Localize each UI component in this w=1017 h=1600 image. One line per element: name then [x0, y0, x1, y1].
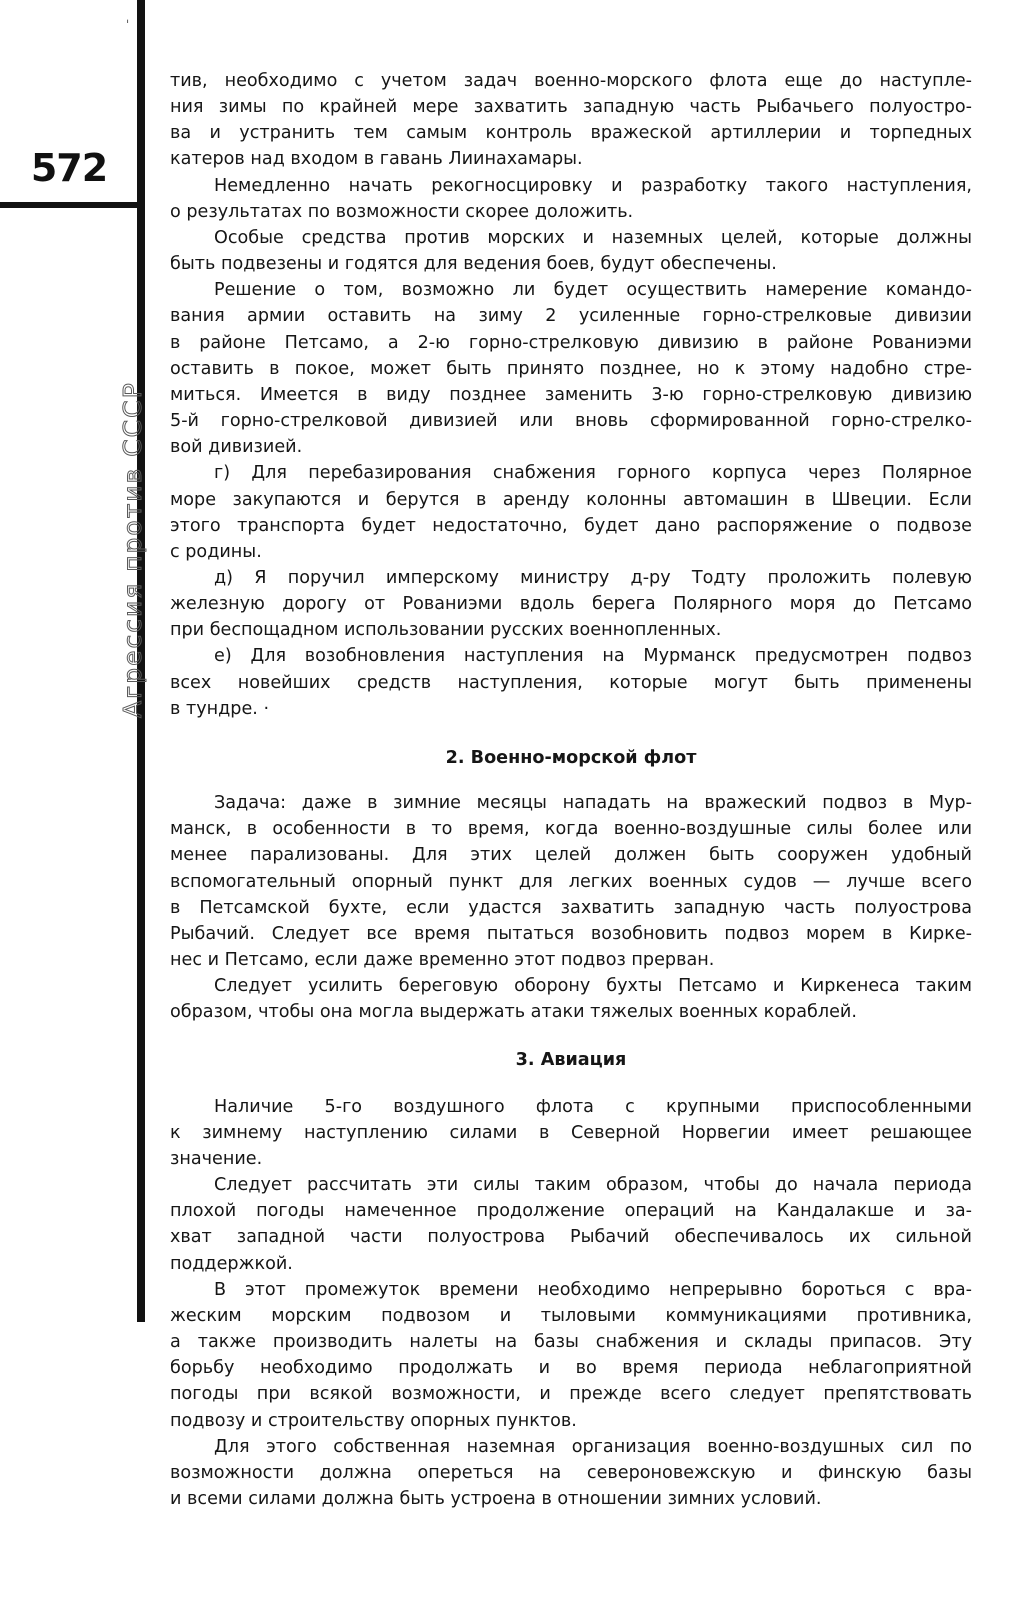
- text-line: поддержкой.: [170, 1253, 293, 1274]
- text-line: Следует усилить береговую оборону бухты Петсамо и Киркенеса таким: [214, 976, 972, 997]
- text-line: возможности должна опереться на североновежскую и финскую базы: [170, 1462, 972, 1483]
- text-line: Задача: даже в зимние месяцы нападать на вражеский подвоз в Мур-: [214, 793, 972, 814]
- text-line: подвозу и строительству опорных пунктов.: [170, 1410, 577, 1431]
- paragraph: [170, 1434, 972, 1512]
- paragraph: [170, 460, 972, 565]
- text-line: железную дорогу от Рованиэми вдоль берега Полярного моря до Петсамо: [170, 594, 972, 615]
- text-line: Наличие 5-го воздушного флота с крупными приспособленными: [214, 1096, 972, 1117]
- text-line: манск, в особенности в то время, когда военно-воздушные силы более или: [170, 819, 972, 840]
- text-line: ва и устранить тем самым контроль вражеской артиллерии и торпедных: [170, 123, 972, 144]
- text-line: всех новейших средств наступления, которые могут быть применены: [170, 672, 972, 693]
- text-line: о результатах по возможности скорее доложить.: [170, 201, 634, 222]
- paragraph: [170, 790, 972, 973]
- text-line: Особые средства против морских и наземных целей, которые должны: [214, 227, 972, 248]
- text-line: д) Я поручил имперскому министру д-ру Тодту проложить полевую: [214, 567, 972, 588]
- paragraph: [170, 1094, 972, 1172]
- text-line: образом, чтобы она могла выдержать атаки тяжелых военных кораблей.: [170, 1002, 857, 1023]
- text-line: менее парализованы. Для этих целей должен быть сооружен удобный: [170, 845, 972, 866]
- page-number-rule: [0, 202, 140, 208]
- paragraph: [170, 565, 972, 643]
- text-line: Решение о том, возможно ли будет осуществить намерение командо-: [214, 280, 972, 301]
- text-line: погоды при всякой возможности, и прежде всего следует препятствовать: [170, 1384, 972, 1405]
- text-line: хват западной части полуострова Рыбачий обеспечивалось их сильной: [170, 1227, 972, 1248]
- text-line: вой дивизией.: [170, 437, 303, 458]
- text-line: 5-й горно-стрелковой дивизией или вновь сформированной горно-стрелко-: [170, 411, 972, 432]
- paragraph: [170, 973, 972, 1025]
- text-line: е) Для возобновления наступления на Мурманск предусмотрен подвоз: [214, 646, 972, 667]
- text-line: а также производить налеты на базы снабжения и склады припасов. Эту: [170, 1332, 972, 1353]
- corner-mark: ˈ: [126, 18, 130, 32]
- text-line: в Петсамской бухте, если удастся захватить западную часть полуострова: [170, 897, 972, 918]
- text-line: в районе Петсамо, а 2-ю горно-стрелковую дивизию в районе Рованиэми: [170, 332, 972, 353]
- text-line: быть подвезены и годятся для ведения боев, будут обеспечены.: [170, 254, 777, 275]
- text-line: борьбу необходимо продолжать и во время периода неблагоприятной: [170, 1358, 972, 1379]
- text-line: Рыбачий. Следует все время пытаться возобновить подвоз морем в Кирке-: [170, 923, 972, 944]
- text-line: Для этого собственная наземная организация военно-воздушных сил по: [214, 1436, 972, 1457]
- paragraph: [170, 173, 972, 225]
- page-number: 572: [30, 146, 108, 190]
- paragraph: [170, 1172, 972, 1277]
- body-text: [170, 68, 972, 1512]
- text-line: к зимнему наступлению силами в Северной Норвегии имеет решающее: [170, 1122, 972, 1143]
- paragraph: [170, 277, 972, 460]
- text-line: жеским морским подвозом и тыловыми коммуникациями противника,: [170, 1305, 972, 1326]
- text-line: с родины.: [170, 541, 262, 562]
- text-line: Следует рассчитать эти силы таким образом, чтобы до начала периода: [214, 1175, 972, 1196]
- text-line: оставить в покое, может быть принято позднее, но к этому надобно стре-: [170, 358, 972, 379]
- text-line: Немедленно начать рекогносцировку и разработку такого наступления,: [214, 175, 972, 196]
- section-heading-navy: 2. Военно-морской флот: [445, 747, 697, 768]
- text-line: В этот промежуток времени необходимо непрерывно бороться с вра-: [214, 1279, 972, 1300]
- text-line: при беспощадном использовании русских военнопленных.: [170, 620, 722, 641]
- text-line: миться. Имеется в виду позднее заменить 3-ю горно-стрелковую дивизию: [170, 384, 972, 405]
- text-line: этого транспорта будет недостаточно, будет дано распоряжение о подвозе: [170, 515, 972, 536]
- paragraph: [170, 68, 972, 173]
- text-line: вспомогательный опорный пункт для легких военных судов — лучше всего: [170, 871, 972, 892]
- paragraph: [170, 643, 972, 721]
- running-side-title: Агрессия против СССР: [118, 381, 147, 718]
- text-line: ния зимы по крайней мере захватить западную часть Рыбачьего полуостро-: [170, 97, 972, 118]
- text-line: тив, необходимо с учетом задач военно-морского флота еще до наступле-: [170, 71, 972, 91]
- text-line: нес и Петсамо, если даже временно этот подвоз прерван.: [170, 950, 715, 970]
- text-line: вания армии оставить на зиму 2 усиленные горно-стрелковые дивизии: [170, 306, 972, 327]
- text-line: г) Для перебазирования снабжения горного корпуса через Полярное: [214, 463, 972, 484]
- paragraph: [170, 1277, 972, 1434]
- text-line: плохой погоды намеченное продолжение операций на Кандалакше и за-: [170, 1201, 972, 1222]
- text-line: море закупаются и берутся в аренду колонны автомашин в Швеции. Если: [170, 489, 972, 510]
- text-line: в тундре. ·: [170, 698, 270, 719]
- paragraph: [170, 225, 972, 277]
- text-line: и всеми силами должна быть устроена в отношении зимних условий.: [170, 1488, 822, 1509]
- text-line: значение.: [170, 1148, 263, 1169]
- text-line: катеров над входом в гавань Лиинахамары.: [170, 149, 583, 170]
- section-heading-aviation: 3. Авиация: [515, 1050, 627, 1071]
